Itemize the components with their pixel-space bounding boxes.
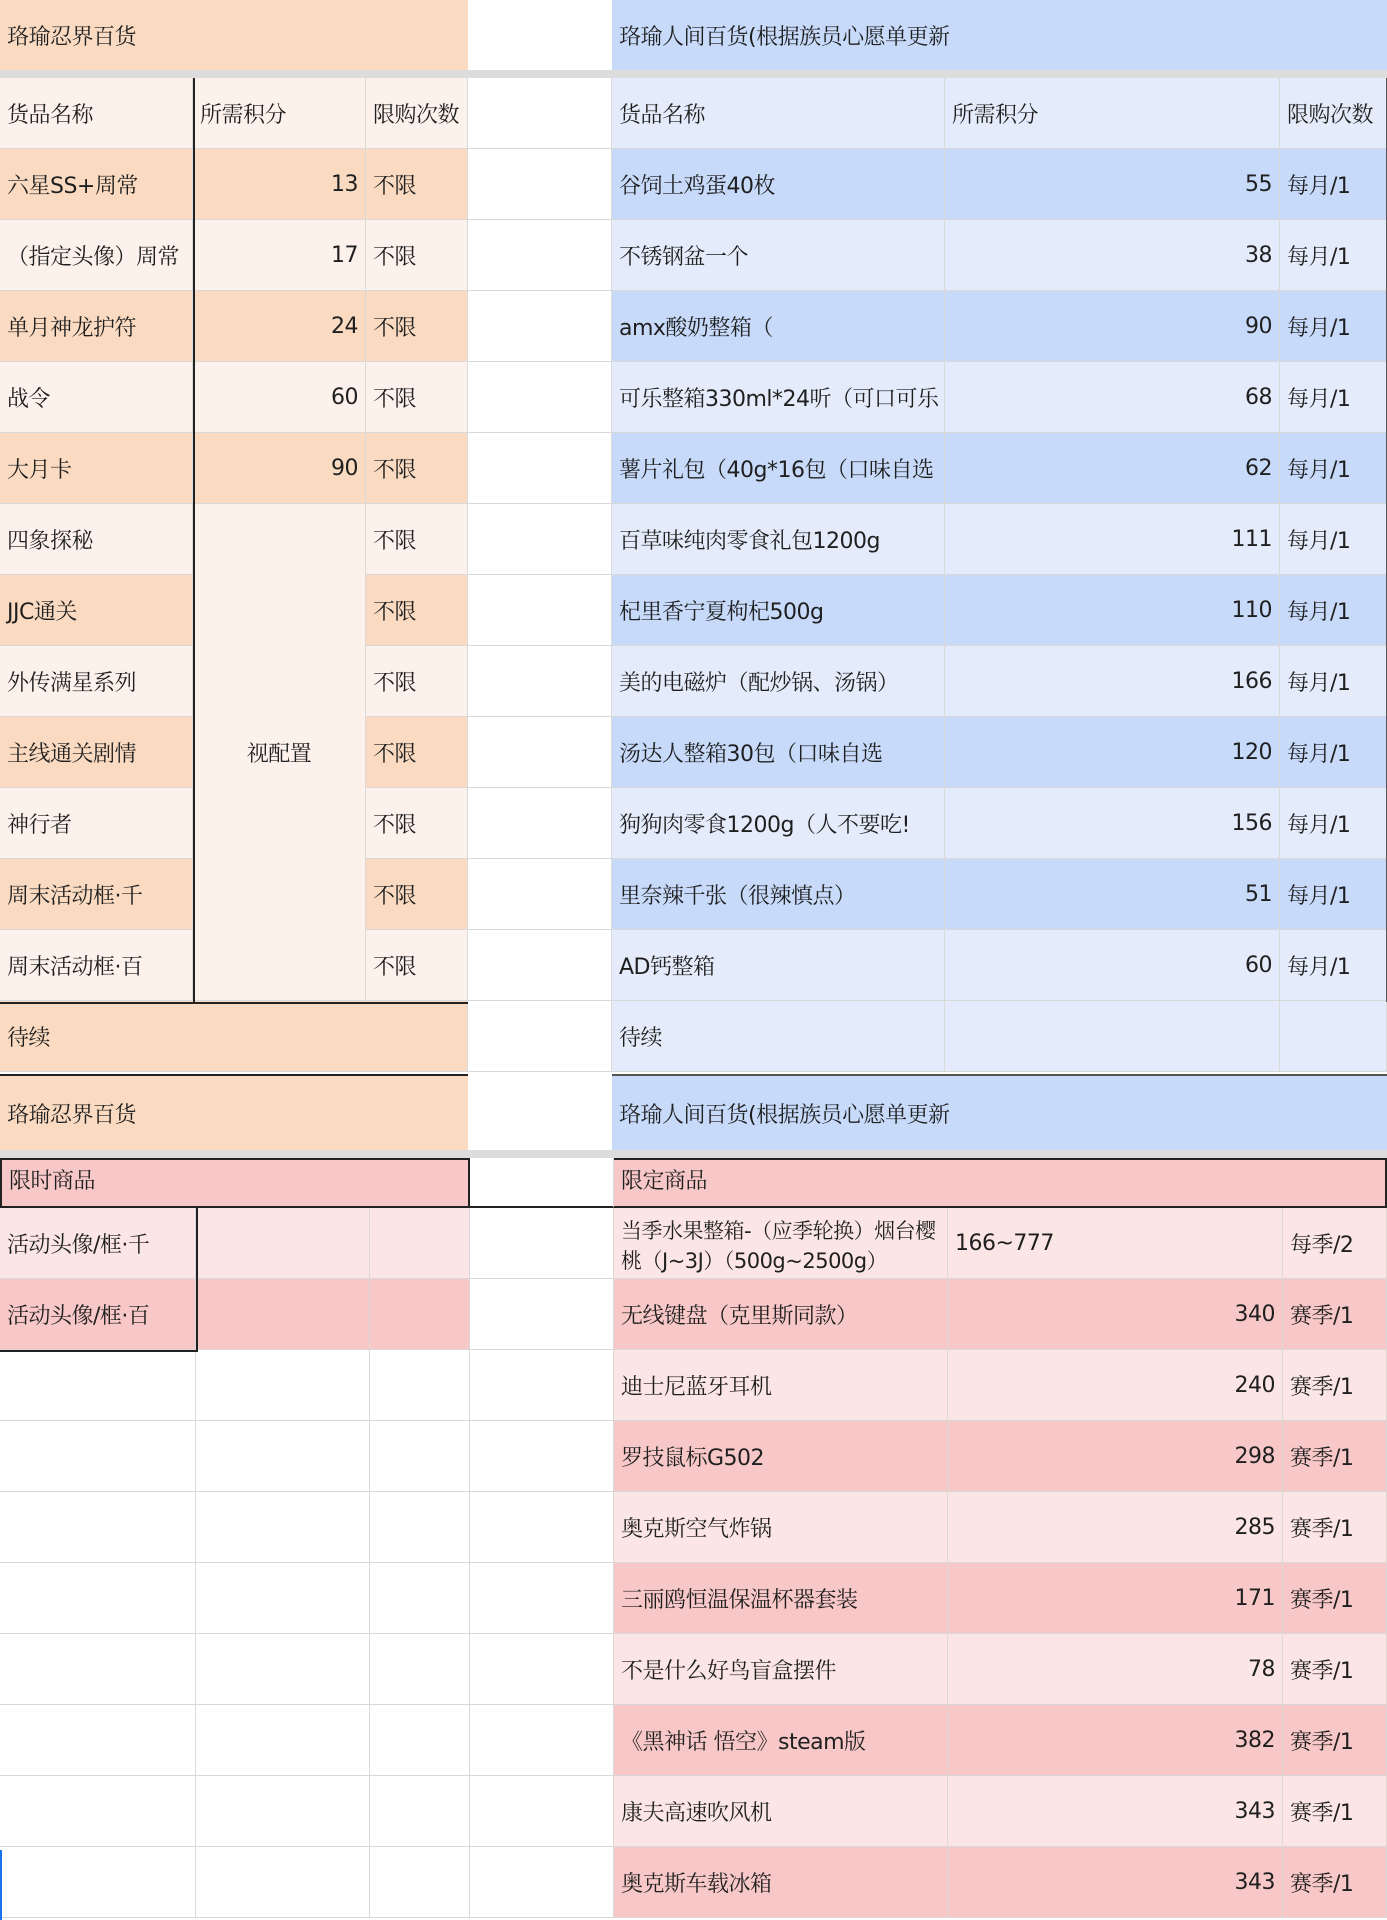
right-item-name[interactable]: 杞里香宁夏枸杞500g bbox=[612, 575, 945, 646]
empty-cell[interactable] bbox=[196, 1847, 370, 1918]
blank-cell[interactable] bbox=[470, 1776, 614, 1847]
right-item-limit[interactable]: 每月/1 bbox=[1280, 504, 1387, 575]
right-item-name[interactable]: 可乐整箱330ml*24听（可口可乐 bbox=[612, 362, 945, 433]
special-item-name[interactable]: 当季水果整箱-（应季轮换）烟台樱桃（J~3J）（500g~2500g） bbox=[614, 1208, 948, 1279]
blank-cell[interactable] bbox=[470, 1350, 614, 1421]
left-item-name[interactable]: 周末活动框·千 bbox=[0, 859, 193, 930]
right-to-be-continued[interactable]: 待续 bbox=[612, 1001, 945, 1072]
special-item-points[interactable]: 166~777 bbox=[948, 1208, 1283, 1279]
right-item-limit[interactable]: 每月/1 bbox=[1280, 362, 1387, 433]
left-table-border bbox=[193, 78, 195, 1002]
right-item-points[interactable]: 38 bbox=[945, 220, 1280, 291]
special-item-points[interactable]: 343 bbox=[948, 1776, 1283, 1847]
empty-cell[interactable] bbox=[370, 1421, 470, 1492]
left-item-name[interactable]: 周末活动框·百 bbox=[0, 930, 193, 1001]
blank-cell[interactable] bbox=[470, 1563, 614, 1634]
empty-cell[interactable] bbox=[196, 1705, 370, 1776]
special-item-name[interactable]: 无线键盘（克里斯同款） bbox=[614, 1279, 948, 1350]
right-item-limit[interactable]: 每月/1 bbox=[1280, 788, 1387, 859]
left-item-limit[interactable]: 不限 bbox=[366, 504, 468, 575]
right-item-limit[interactable]: 每月/1 bbox=[1280, 646, 1387, 717]
empty-cell[interactable] bbox=[370, 1705, 470, 1776]
empty-cell[interactable] bbox=[370, 1492, 470, 1563]
limited-item-points[interactable] bbox=[196, 1208, 370, 1279]
left-item-name[interactable]: 外传满星系列 bbox=[0, 646, 193, 717]
blank-cell[interactable] bbox=[468, 291, 612, 362]
empty-cell[interactable] bbox=[196, 1563, 370, 1634]
right-item-name[interactable]: 薯片礼包（40g*16包（口味自选 bbox=[612, 433, 945, 504]
right-item-points[interactable]: 110 bbox=[945, 575, 1280, 646]
left-item-limit[interactable]: 不限 bbox=[366, 717, 468, 788]
special-item-name[interactable]: 罗技鼠标G502 bbox=[614, 1421, 948, 1492]
special-item-points[interactable]: 171 bbox=[948, 1563, 1283, 1634]
special-item-points[interactable]: 240 bbox=[948, 1350, 1283, 1421]
left-item-limit[interactable]: 不限 bbox=[366, 930, 468, 1001]
empty-cell[interactable] bbox=[196, 1350, 370, 1421]
left-item-points[interactable]: 24 bbox=[193, 291, 366, 362]
right-header-points[interactable]: 所需积分 bbox=[945, 78, 1280, 149]
special-item-points[interactable]: 78 bbox=[948, 1634, 1283, 1705]
right-store-title[interactable]: 珞瑜人间百货(根据族员心愿单更新 bbox=[612, 0, 1387, 70]
right-item-points[interactable]: 111 bbox=[945, 504, 1280, 575]
freeze-pane-divider bbox=[0, 1150, 1387, 1158]
empty-cell[interactable] bbox=[370, 1847, 470, 1918]
blank-cell[interactable] bbox=[468, 220, 612, 291]
blank-cell[interactable] bbox=[468, 0, 612, 70]
left-header-points[interactable]: 所需积分 bbox=[193, 78, 366, 149]
empty-cell[interactable] bbox=[370, 1634, 470, 1705]
right-header-limit[interactable]: 限购次数 bbox=[1280, 78, 1387, 149]
right-item-name[interactable]: 里奈辣千张（很辣慎点） bbox=[612, 859, 945, 930]
right-item-name[interactable]: AD钙整箱 bbox=[612, 930, 945, 1001]
right-item-name[interactable]: 狗狗肉零食1200g（人不要吃! bbox=[612, 788, 945, 859]
special-item-points[interactable]: 340 bbox=[948, 1279, 1283, 1350]
right-tbc-empty[interactable] bbox=[1280, 1001, 1387, 1072]
blank-cell[interactable] bbox=[470, 1492, 614, 1563]
right-tbc-empty[interactable] bbox=[945, 1001, 1280, 1072]
left-item-limit[interactable]: 不限 bbox=[366, 788, 468, 859]
right-item-limit[interactable]: 每月/1 bbox=[1280, 930, 1387, 1001]
special-item-name[interactable]: 三丽鸥恒温保温杯器套装 bbox=[614, 1563, 948, 1634]
empty-cell[interactable] bbox=[0, 1492, 196, 1563]
blank-cell[interactable] bbox=[470, 1705, 614, 1776]
left-item-points[interactable]: 13 bbox=[193, 149, 366, 220]
left-header-limit[interactable]: 限购次数 bbox=[366, 78, 468, 149]
left-item-limit[interactable]: 不限 bbox=[366, 575, 468, 646]
right-item-name[interactable]: 汤达人整箱30包（口味自选 bbox=[612, 717, 945, 788]
right-item-limit[interactable]: 每月/1 bbox=[1280, 433, 1387, 504]
left-item-name[interactable]: （指定头像）周常 bbox=[0, 220, 193, 291]
limited-table-border bbox=[196, 1208, 198, 1350]
left-to-be-continued[interactable]: 待续 bbox=[0, 1001, 468, 1072]
left-item-points[interactable]: 90 bbox=[193, 433, 366, 504]
empty-cell[interactable] bbox=[0, 1563, 196, 1634]
special-item-limit[interactable]: 赛季/1 bbox=[1283, 1279, 1387, 1350]
right-item-name[interactable]: 谷饲土鸡蛋40枚 bbox=[612, 149, 945, 220]
special-item-points[interactable]: 382 bbox=[948, 1705, 1283, 1776]
limited-item-limit[interactable] bbox=[370, 1208, 470, 1279]
special-item-limit[interactable]: 赛季/1 bbox=[1283, 1634, 1387, 1705]
special-item-name[interactable]: 康夫高速吹风机 bbox=[614, 1776, 948, 1847]
special-item-name[interactable]: 奥克斯空气炸锅 bbox=[614, 1492, 948, 1563]
right-item-points[interactable]: 166 bbox=[945, 646, 1280, 717]
freeze-pane-divider bbox=[0, 70, 1387, 78]
blank-cell[interactable] bbox=[470, 1158, 614, 1208]
special-item-name[interactable]: 奥克斯车载冰箱 bbox=[614, 1847, 948, 1918]
empty-cell[interactable] bbox=[196, 1634, 370, 1705]
left-table-border bbox=[0, 1002, 468, 1004]
limited-item-limit[interactable] bbox=[370, 1279, 470, 1350]
special-item-name[interactable]: 不是什么好鸟盲盒摆件 bbox=[614, 1634, 948, 1705]
right-item-name[interactable]: 美的电磁炉（配炒锅、汤锅） bbox=[612, 646, 945, 717]
left-item-points[interactable]: 60 bbox=[193, 362, 366, 433]
blank-cell[interactable] bbox=[468, 930, 612, 1001]
blank-cell[interactable] bbox=[470, 1421, 614, 1492]
empty-cell[interactable] bbox=[0, 1705, 196, 1776]
blank-cell[interactable] bbox=[468, 788, 612, 859]
left-item-name[interactable]: 六星SS+周常 bbox=[0, 149, 193, 220]
limited-edition-header[interactable]: 限定商品 bbox=[614, 1158, 1387, 1208]
blank-cell[interactable] bbox=[468, 362, 612, 433]
blank-cell[interactable] bbox=[468, 1076, 612, 1150]
right-item-points[interactable]: 51 bbox=[945, 859, 1280, 930]
left-item-name[interactable]: 主线通关剧情 bbox=[0, 717, 193, 788]
empty-cell[interactable] bbox=[196, 1776, 370, 1847]
selection-edge bbox=[0, 1850, 2, 1920]
left-item-limit[interactable]: 不限 bbox=[366, 362, 468, 433]
empty-cell[interactable] bbox=[0, 1634, 196, 1705]
left-item-name[interactable]: 四象探秘 bbox=[0, 504, 193, 575]
special-item-limit[interactable]: 赛季/1 bbox=[1283, 1705, 1387, 1776]
empty-cell[interactable] bbox=[370, 1350, 470, 1421]
blank-cell[interactable] bbox=[468, 1001, 612, 1072]
left-item-name[interactable]: 战令 bbox=[0, 362, 193, 433]
blank-cell[interactable] bbox=[470, 1634, 614, 1705]
left-item-name[interactable]: 大月卡 bbox=[0, 433, 193, 504]
left-header-name[interactable]: 货品名称 bbox=[0, 78, 193, 149]
blank-cell[interactable] bbox=[470, 1847, 614, 1918]
left-item-limit[interactable]: 不限 bbox=[366, 646, 468, 717]
left-item-points[interactable]: 17 bbox=[193, 220, 366, 291]
special-item-points[interactable]: 285 bbox=[948, 1492, 1283, 1563]
left-item-name[interactable]: JJC通关 bbox=[0, 575, 193, 646]
right-item-points[interactable]: 68 bbox=[945, 362, 1280, 433]
empty-cell[interactable] bbox=[0, 1350, 196, 1421]
blank-cell[interactable] bbox=[468, 575, 612, 646]
right-item-limit[interactable]: 每月/1 bbox=[1280, 149, 1387, 220]
special-item-points[interactable]: 343 bbox=[948, 1847, 1283, 1918]
special-item-name[interactable]: 迪士尼蓝牙耳机 bbox=[614, 1350, 948, 1421]
right-item-points[interactable]: 62 bbox=[945, 433, 1280, 504]
right-item-name[interactable]: amx酸奶整箱（ bbox=[612, 291, 945, 362]
limited-time-header[interactable]: 限时商品 bbox=[0, 1158, 470, 1208]
left-item-limit[interactable]: 不限 bbox=[366, 859, 468, 930]
special-item-limit[interactable]: 赛季/1 bbox=[1283, 1492, 1387, 1563]
special-item-limit[interactable]: 赛季/1 bbox=[1283, 1847, 1387, 1918]
limited-table-border bbox=[0, 1350, 198, 1352]
empty-cell[interactable] bbox=[196, 1492, 370, 1563]
right-item-points[interactable]: 60 bbox=[945, 930, 1280, 1001]
blank-cell[interactable] bbox=[470, 1208, 614, 1279]
left-item-name[interactable]: 神行者 bbox=[0, 788, 193, 859]
special-item-points[interactable]: 298 bbox=[948, 1421, 1283, 1492]
special-item-limit[interactable]: 赛季/1 bbox=[1283, 1350, 1387, 1421]
right-item-points[interactable]: 90 bbox=[945, 291, 1280, 362]
left-store-title[interactable]: 珞瑜忍界百货 bbox=[0, 0, 468, 70]
right-item-points[interactable]: 120 bbox=[945, 717, 1280, 788]
right-item-limit[interactable]: 每月/1 bbox=[1280, 859, 1387, 930]
special-item-name[interactable]: 《黑神话 悟空》steam版 bbox=[614, 1705, 948, 1776]
empty-cell[interactable] bbox=[370, 1563, 470, 1634]
right-item-points[interactable]: 55 bbox=[945, 149, 1280, 220]
special-item-limit[interactable]: 每季/2 bbox=[1283, 1208, 1387, 1279]
right-item-limit[interactable]: 每月/1 bbox=[1280, 575, 1387, 646]
bottom-right-store-title[interactable]: 珞瑜人间百货(根据族员心愿单更新 bbox=[612, 1076, 1387, 1150]
special-item-limit[interactable]: 赛季/1 bbox=[1283, 1776, 1387, 1847]
bottom-left-store-title[interactable]: 珞瑜忍界百货 bbox=[0, 1076, 468, 1150]
empty-cell[interactable] bbox=[370, 1776, 470, 1847]
right-item-name[interactable]: 百草味纯肉零食礼包1200g bbox=[612, 504, 945, 575]
blank-cell[interactable] bbox=[470, 1279, 614, 1350]
left-item-limit[interactable]: 不限 bbox=[366, 291, 468, 362]
blank-cell[interactable] bbox=[468, 646, 612, 717]
right-item-points[interactable]: 156 bbox=[945, 788, 1280, 859]
empty-cell[interactable] bbox=[196, 1421, 370, 1492]
blank-cell[interactable] bbox=[468, 717, 612, 788]
special-item-limit[interactable]: 赛季/1 bbox=[1283, 1421, 1387, 1492]
limited-item-points[interactable] bbox=[196, 1279, 370, 1350]
right-item-limit[interactable]: 每月/1 bbox=[1280, 220, 1387, 291]
empty-cell[interactable] bbox=[0, 1776, 196, 1847]
blank-cell[interactable] bbox=[468, 149, 612, 220]
limited-item-name[interactable]: 活动头像/框·百 bbox=[0, 1279, 196, 1350]
blank-cell[interactable] bbox=[468, 433, 612, 504]
left-item-limit[interactable]: 不限 bbox=[366, 149, 468, 220]
left-item-name[interactable]: 单月神龙护符 bbox=[0, 291, 193, 362]
special-item-limit[interactable]: 赛季/1 bbox=[1283, 1563, 1387, 1634]
empty-cell[interactable] bbox=[0, 1421, 196, 1492]
left-item-limit[interactable]: 不限 bbox=[366, 220, 468, 291]
right-header-name[interactable]: 货品名称 bbox=[612, 78, 945, 149]
left-item-limit[interactable]: 不限 bbox=[366, 433, 468, 504]
merged-points-cell[interactable]: 视配置 bbox=[193, 504, 366, 1001]
blank-cell[interactable] bbox=[468, 504, 612, 575]
empty-cell[interactable] bbox=[0, 1847, 196, 1918]
right-item-name[interactable]: 不锈钢盆一个 bbox=[612, 220, 945, 291]
right-item-limit[interactable]: 每月/1 bbox=[1280, 291, 1387, 362]
blank-cell[interactable] bbox=[468, 78, 612, 149]
limited-item-name[interactable]: 活动头像/框·千 bbox=[0, 1208, 196, 1279]
right-item-limit[interactable]: 每月/1 bbox=[1280, 717, 1387, 788]
blank-cell[interactable] bbox=[468, 859, 612, 930]
